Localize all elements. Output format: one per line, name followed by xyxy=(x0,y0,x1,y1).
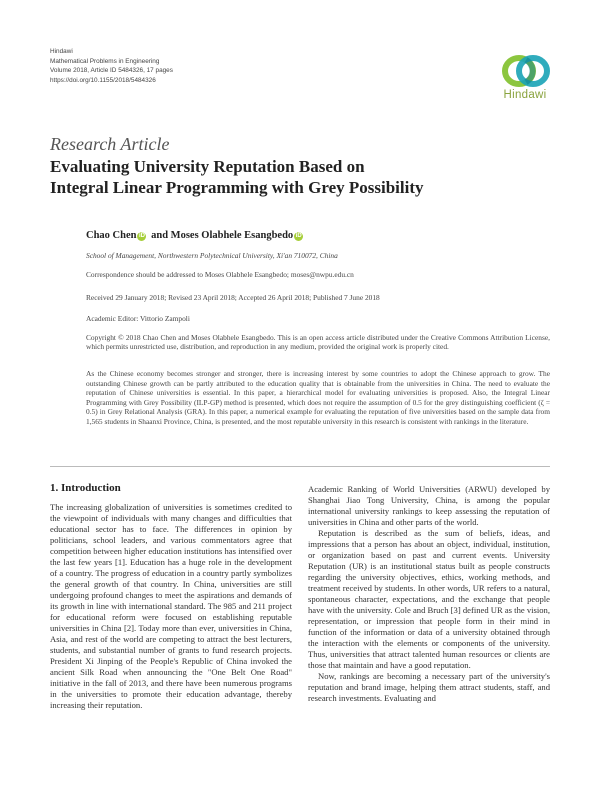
publication-dates: Received 29 January 2018; Revised 23 April 2018; Accepted 26 April 2018; Published 7 June 2018 xyxy=(86,293,380,302)
title-line-1: Evaluating University Reputation Based on xyxy=(50,157,365,176)
right-column xyxy=(308,484,550,704)
left-column xyxy=(50,502,292,711)
hindawi-logo-text: Hindawi xyxy=(503,89,547,101)
article-type: Research Article xyxy=(50,134,170,154)
divider xyxy=(50,466,550,467)
journal-meta xyxy=(50,47,173,85)
doi-link[interactable]: https://doi.org/10.1155/2018/5484326 xyxy=(50,76,156,84)
academic-editor: Academic Editor: Vittorio Zampoli xyxy=(86,314,190,323)
orcid-icon[interactable]: iD xyxy=(295,233,302,239)
paragraph: The increasing globalization of universities is sometimes credited to the viewpoint of individuals with many changes and difficulties that educational sector has to face. The differences in opinion by politicians, school leaders, and various commentators agree that competition between higher education institutions has intensified over the last few years [1]. Education has a huge role in the development of a country. The progress of education in a country partly symbolizes the general growth of that country. In China, universities are still undergoing profound changes to meet the aspirations and demands of its growth in line with international standard. The 985 and 211 project for educational reform were focused on establishing reputable universities in China [2]. Today more than ever, universities in China, Asia, and rest of the world are competing to attract the best lecturers, students, and substantial number of grants to fund research projects. President Xi Jinping of the People's Republic of China invoked the ancient Silk Road when announcing the "One Belt One Road" initiative in the fall of 2013, and there have been numerous programs in the universities to promote their education advantage, thereby increasing their reputation. xyxy=(50,502,292,710)
paragraph: Reputation is described as the sum of beliefs, ideas, and impressions that a person has about an object, individual, institution, or organization based on past and current events. University Reputation (UR) is an institutional status built as people constructs regarding the university objectives, ethics, working methods, and treatment received by students. In other words, UR refers to a natural, spontaneous character, expectations, and the exchange that people have with the university. Cole and Bruch [3] defined UR as the vision, representation, or impression that people form in their mind in function of the information or data of a university obtained through the interaction with the elements or components of the university. Thus, universities that attract talented human resources or clients are those that maintain and have a good reputation. xyxy=(308,528,550,670)
author-1: Chao Chen xyxy=(86,230,137,241)
paragraph: Academic Ranking of World Universities (ARWU) developed by Shanghai Jiao Tong University, China, is among the popular international university rankings to keep assessing the reputation of universities in China and other parts of the world. xyxy=(308,484,550,527)
publisher-name: Hindawi xyxy=(50,48,73,55)
paper-title xyxy=(50,156,550,198)
volume-line: Volume 2018, Article ID 5484326, 17 pages xyxy=(50,67,173,75)
affiliation: School of Management, Northwestern Polytechnical University, Xi'an 710072, China xyxy=(86,251,338,260)
title-line-2: Integral Linear Programming with Grey Possibility xyxy=(50,178,424,197)
journal-name: Mathematical Problems in Engineering xyxy=(50,57,160,65)
section-heading: 1. Introduction xyxy=(50,482,121,494)
abstract: As the Chinese economy becomes stronger and stronger, there is increasing interest by some countries to adopt the Chinese approach to grow. The outstanding Chinese growth can be partly attributed to the education quality that is obtainable from the universities in China. The need to evaluate the reputation of Chinese universities is essential. In this paper, a hierarchical model for evaluating universities is proposed. Also, the Integral Linear Programming with Grey Possibility (ILP-GP) method is presented, which does not require the assumption of 0.5 for the grey distinguishing coefficient (ζ = 0.5) in Grey Relational Analysis (GRA). In this paper, a numerical example for evaluating the reputation of five universities based on the sample data from 1,565 students in Shaanxi Province, China, is presented, and the most reputable university in this research is consistent with rankings in the literature. xyxy=(86,369,550,426)
copyright-notice: Copyright © 2018 Chao Chen and Moses Olabhele Esangbedo. This is an open access article distributed under the Creative Commons Attribution License, which permits unrestricted use, distribution, and reproduction in any medium, provided the original work is properly cited. xyxy=(86,333,550,352)
author-list xyxy=(86,230,305,241)
author-2: and Moses Olabhele Esangbedo xyxy=(151,230,294,241)
paragraph: Now, rankings are becoming a necessary part of the university's reputation and brand image, helping them attract students, staff, and research investments. Evaluating and xyxy=(308,671,550,703)
orcid-icon[interactable]: iD xyxy=(138,233,145,239)
correspondence: Correspondence should be addressed to Moses Olabhele Esangbedo; moses@nwpu.edu.cn xyxy=(86,270,354,279)
